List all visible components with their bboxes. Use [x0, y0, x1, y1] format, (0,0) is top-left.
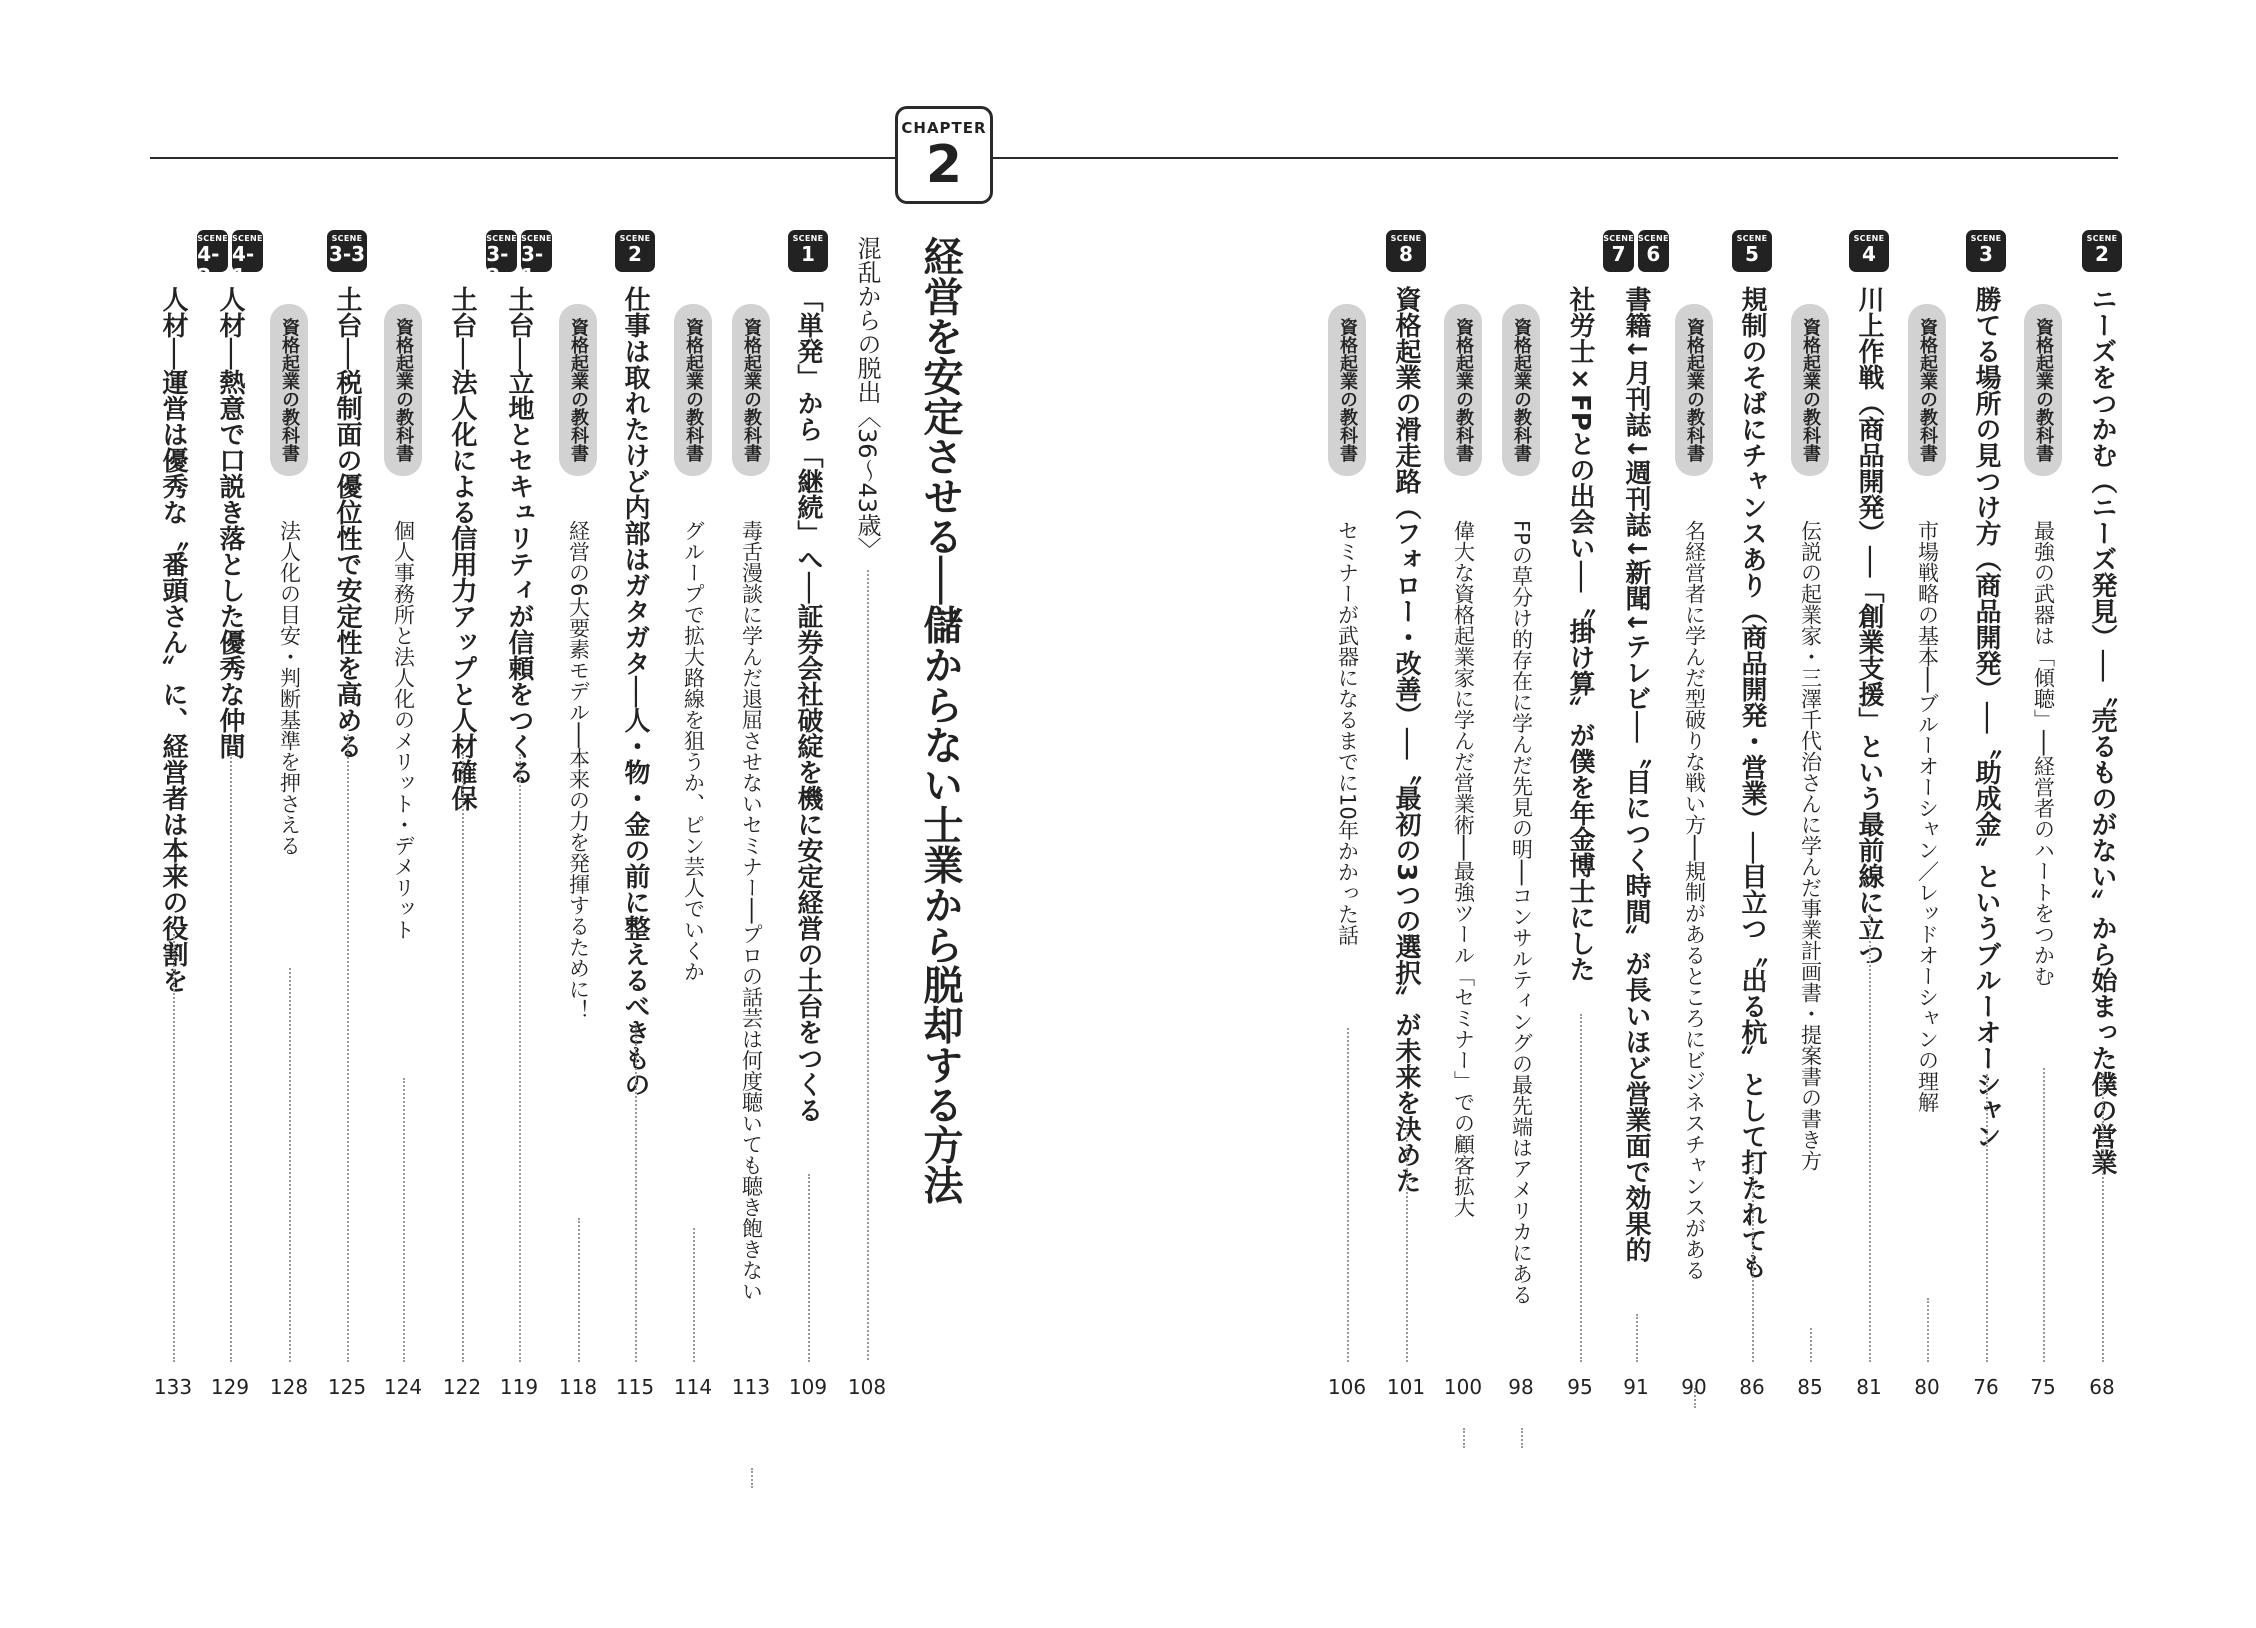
textbook-tag: 資格起業の教科書 — [1502, 304, 1540, 476]
scene-badges — [317, 230, 377, 272]
scene-badge — [1966, 230, 2006, 272]
scene-badge-label: SCENE — [619, 234, 651, 243]
scene-badge — [615, 230, 655, 272]
toc-entry[interactable] — [432, 0, 492, 1400]
entry-subtitle: 毒舌漫談に学んだ退屈させないセミナー──プロの話芸は何度聴いても聴き飽きない — [739, 520, 764, 1302]
scene-badge-number: 4-2 — [197, 242, 220, 288]
entry-title: 人材──熱意で口説き落とした優秀な仲間 — [215, 286, 245, 760]
leader-dots — [635, 1024, 637, 1362]
page-number: 118 — [558, 1375, 598, 1399]
leader-dots — [1521, 1428, 1523, 1448]
entry-subtitle: 偉大な資格起業家に学んだ営業術──最強ツール「セミナー」での顧客拡大 — [1451, 520, 1476, 1218]
page-number: 124 — [383, 1375, 423, 1399]
scene-badge — [1849, 230, 1889, 272]
entry-subtitle: 伝説の起業家・三澤千代治さんに学んだ事業計画書・提案書の書き方 — [1798, 520, 1823, 1171]
scene-badges — [1839, 230, 1899, 272]
scene-badges — [197, 230, 263, 288]
page-number: 125 — [327, 1375, 367, 1399]
chapter-number: 2 — [925, 135, 963, 195]
page-number: 98 — [1508, 1375, 1534, 1399]
entry-subtitle: 経営の6大要素モデル──本来の力を発揮するために！ — [566, 520, 591, 1021]
scene-badge-number: 4 — [1862, 242, 1876, 266]
leader-dots — [693, 1228, 695, 1362]
toc-entry[interactable] — [1433, 0, 1493, 1400]
entry-title: ニーズをつかむ（ニーズ発見）──〝売るものがない〟から始まった僕の営業 — [2087, 286, 2117, 1176]
entry-title: 勝てる場所の見つけ方（商品開発）──〝助成金〟というブルーオーシャン — [1971, 286, 2001, 1150]
leader-dots — [1580, 1014, 1582, 1362]
page-number: 86 — [1739, 1375, 1765, 1399]
toc-entry[interactable] — [2013, 0, 2073, 1400]
entry-subtitle: グループで拡大路線を狙うか、ピン芸人でいくか — [681, 520, 706, 982]
page-number: 81 — [1856, 1375, 1882, 1399]
leader-dots — [751, 1468, 753, 1488]
page-number: 75 — [2030, 1375, 2056, 1399]
page-number: 122 — [442, 1375, 482, 1399]
scene-badges — [2072, 230, 2132, 272]
leader-dots — [1636, 1314, 1638, 1362]
entry-title: 書籍↓月刊誌↓週刊誌↓新聞↓テレビ──〝目につく時間〟が長いほど営業面で効果的 — [1621, 286, 1651, 1263]
toc-entry[interactable] — [143, 0, 203, 1400]
entry-subtitle: セミナーが武器になるまでに10年かかった話 — [1335, 520, 1360, 946]
toc-entry[interactable] — [373, 0, 433, 1400]
leader-dots — [1752, 1164, 1754, 1362]
page-number: 119 — [499, 1375, 539, 1399]
leader-dots — [1810, 1328, 1812, 1362]
textbook-tag: 資格起業の教科書 — [674, 304, 712, 476]
scene-badge-number: 3-1 — [521, 242, 544, 288]
chapter-label: CHAPTER — [901, 119, 987, 137]
toc-entry[interactable] — [1317, 0, 1377, 1400]
toc-entry[interactable] — [197, 0, 263, 1400]
leader-dots — [462, 754, 464, 1362]
toc-entry[interactable] — [548, 0, 608, 1400]
entry-title: 土台──立地とセキュリティが信頼をつくる — [504, 286, 534, 786]
entry-subtitle: FPの草分け的存在に学んだ先見の明──コンサルティングの最先端はアメリカにある — [1509, 520, 1534, 1306]
page-number: 80 — [1914, 1375, 1940, 1399]
toc-entry[interactable] — [486, 0, 552, 1400]
scene-badge — [327, 230, 367, 272]
leader-dots — [1927, 1298, 1929, 1362]
page-number: 91 — [1623, 1375, 1649, 1399]
entry-title: 土台──法人化による信用力アップと人材確保 — [447, 286, 477, 812]
textbook-tag: 資格起業の教科書 — [2024, 304, 2062, 476]
textbook-tag: 資格起業の教科書 — [1791, 304, 1829, 476]
leader-dots — [230, 754, 232, 1362]
leader-dots — [1406, 1124, 1408, 1362]
page-number: 100 — [1443, 1375, 1483, 1399]
scene-badges — [605, 230, 665, 272]
toc-entry[interactable] — [1839, 0, 1899, 1400]
textbook-tag: 資格起業の教科書 — [1675, 304, 1713, 476]
toc-entry[interactable] — [663, 0, 723, 1400]
scene-badge-number: 7 — [1611, 242, 1626, 266]
toc-entry[interactable] — [778, 0, 838, 1400]
scene-badge-number: 2 — [2095, 242, 2109, 266]
scene-badges — [778, 230, 838, 272]
toc-entry[interactable] — [259, 0, 319, 1400]
entry-title: 資格起業の滑走路（フォロー・改善）──〝最初の3つの選択〟が未来を決めた — [1391, 286, 1421, 1194]
page-number: 115 — [615, 1375, 655, 1399]
page-number: 101 — [1386, 1375, 1426, 1399]
part-title-leader — [867, 570, 869, 1360]
textbook-tag: 資格起業の教科書 — [270, 304, 308, 476]
scene-badge-label: SCENE — [1736, 234, 1768, 243]
page-number: 133 — [153, 1375, 193, 1399]
scene-badges — [1603, 230, 1669, 272]
textbook-tag: 資格起業の教科書 — [1908, 304, 1946, 476]
leader-dots — [347, 734, 349, 1362]
leader-dots — [173, 934, 175, 1362]
toc-entry[interactable] — [2072, 0, 2132, 1400]
scene-badge-label: SCENE — [1638, 234, 1669, 243]
scene-badge-label: SCENE — [232, 234, 263, 243]
toc-entry[interactable] — [1897, 0, 1957, 1400]
scene-badges — [1722, 230, 1782, 272]
toc-entry[interactable] — [1603, 0, 1669, 1400]
chapter-badge — [895, 106, 993, 204]
scene-badge — [1732, 230, 1772, 272]
scene-badge-label: SCENE — [2086, 234, 2118, 243]
scene-badge-number: 6 — [1646, 242, 1661, 266]
scene-badge — [2082, 230, 2122, 272]
scene-badges — [1376, 230, 1436, 272]
chapter-title: 経営を安定させる──儲からない士業から脱却する方法 — [917, 236, 963, 1205]
entry-subtitle: 法人化の目安・判断基準を押さえる — [277, 520, 302, 856]
part-title: 混乱からの脱出〈36～43歳〉 — [853, 236, 881, 562]
scene-badge-number: 3 — [1979, 242, 1993, 266]
toc-entry[interactable] — [1376, 0, 1436, 1400]
scene-badge-label: SCENE — [1390, 234, 1422, 243]
leader-dots — [289, 968, 291, 1362]
scene-badge-label: SCENE — [1603, 234, 1634, 243]
leader-dots — [519, 754, 521, 1362]
scene-badge-label: SCENE — [1853, 234, 1885, 243]
scene-badges — [486, 230, 552, 288]
scene-badge — [521, 230, 552, 288]
scene-badge — [1638, 230, 1669, 272]
toc-entry[interactable] — [317, 0, 377, 1400]
toc-entry[interactable] — [605, 0, 665, 1400]
page-number: 76 — [1973, 1375, 1999, 1399]
scene-badge-label: SCENE — [792, 234, 824, 243]
scene-badges — [1956, 230, 2016, 272]
scene-badge-number: 2 — [628, 242, 642, 266]
toc-entry[interactable] — [1664, 0, 1724, 1400]
toc-entry[interactable] — [1722, 0, 1782, 1400]
scene-badge — [232, 230, 263, 288]
entry-subtitle: 最強の武器は「傾聴」──経営者のハートをつかむ — [2031, 520, 2056, 987]
toc-entry[interactable] — [1956, 0, 2016, 1400]
scene-badge-number: 1 — [801, 242, 815, 266]
leader-dots — [2102, 1074, 2104, 1362]
toc-entry[interactable] — [1550, 0, 1610, 1400]
toc-entry[interactable] — [721, 0, 781, 1400]
scene-badge-label: SCENE — [1970, 234, 2002, 243]
scene-badge-label: SCENE — [486, 234, 517, 243]
scene-badge-number: 8 — [1399, 242, 1413, 266]
entry-subtitle: 個人事務所と法人化のメリット・デメリット — [391, 520, 416, 940]
entry-title: 「単発」から「継続」へ──証券会社破綻を機に安定経営の土台をつくる — [793, 286, 823, 1124]
page-number: 129 — [210, 1375, 250, 1399]
page-number: 85 — [1797, 1375, 1823, 1399]
entry-subtitle: 名経営者に学んだ型破りな戦い方──規制があるところにビジネスチャンスがある — [1682, 520, 1707, 1281]
leader-dots — [403, 1078, 405, 1362]
scene-badge-label: SCENE — [521, 234, 552, 243]
scene-badge-number: 4-1 — [232, 242, 255, 288]
entry-title: 土台──税制面の優位性で安定性を高める — [332, 286, 362, 760]
scene-badge-number: 3-2 — [486, 242, 509, 288]
scene-badge — [788, 230, 828, 272]
textbook-tag: 資格起業の教科書 — [1328, 304, 1366, 476]
leader-dots — [1463, 1428, 1465, 1448]
leader-dots — [578, 1218, 580, 1362]
leader-dots — [1986, 1074, 1988, 1362]
textbook-tag: 資格起業の教科書 — [559, 304, 597, 476]
entry-title: 人材──運営は優秀な〝番頭さん〟に、経営者は本来の役割を — [158, 286, 188, 994]
leader-dots — [1347, 1028, 1349, 1362]
part-page-number: 108 — [847, 1375, 887, 1399]
page-number: 114 — [673, 1375, 713, 1399]
entry-title: 仕事は取れたけど内部はガタガタ──人・物・金の前に整えるべきもの — [620, 286, 650, 1098]
textbook-tag: 資格起業の教科書 — [384, 304, 422, 476]
page-number: 113 — [731, 1375, 771, 1399]
scene-badge-number: 5 — [1745, 242, 1759, 266]
scene-badge-label: SCENE — [331, 234, 363, 243]
scene-badge-label: SCENE — [197, 234, 228, 243]
toc-entry[interactable] — [1780, 0, 1840, 1400]
page-number: 68 — [2089, 1375, 2115, 1399]
page-number: 106 — [1327, 1375, 1367, 1399]
page-number: 128 — [269, 1375, 309, 1399]
entry-subtitle: 市場戦略の基本──ブルーオーシャン／レッドオーシャンの理解 — [1915, 520, 1940, 1113]
toc-entry[interactable] — [1491, 0, 1551, 1400]
textbook-tag: 資格起業の教科書 — [732, 304, 770, 476]
textbook-tag: 資格起業の教科書 — [1444, 304, 1482, 476]
entry-title: 社労士×FPとの出会い──〝掛け算〟が僕を年金博士にした — [1565, 286, 1595, 983]
page-number: 95 — [1567, 1375, 1593, 1399]
page-number: 90 — [1681, 1375, 1707, 1399]
leader-dots — [808, 1174, 810, 1362]
scene-badge-number: 3-3 — [328, 242, 366, 266]
page-number: 109 — [788, 1375, 828, 1399]
leader-dots — [1869, 914, 1871, 1362]
scene-badge — [1386, 230, 1426, 272]
entry-title: 規制のそばにチャンスあり（商品開発・営業）──目立つ〝出る杭〟として打たれても — [1737, 286, 1767, 1280]
leader-dots — [2043, 1068, 2045, 1362]
entry-title: 川上作戦（商品開発）──「創業支援」という最前線に立つ — [1854, 286, 1884, 968]
